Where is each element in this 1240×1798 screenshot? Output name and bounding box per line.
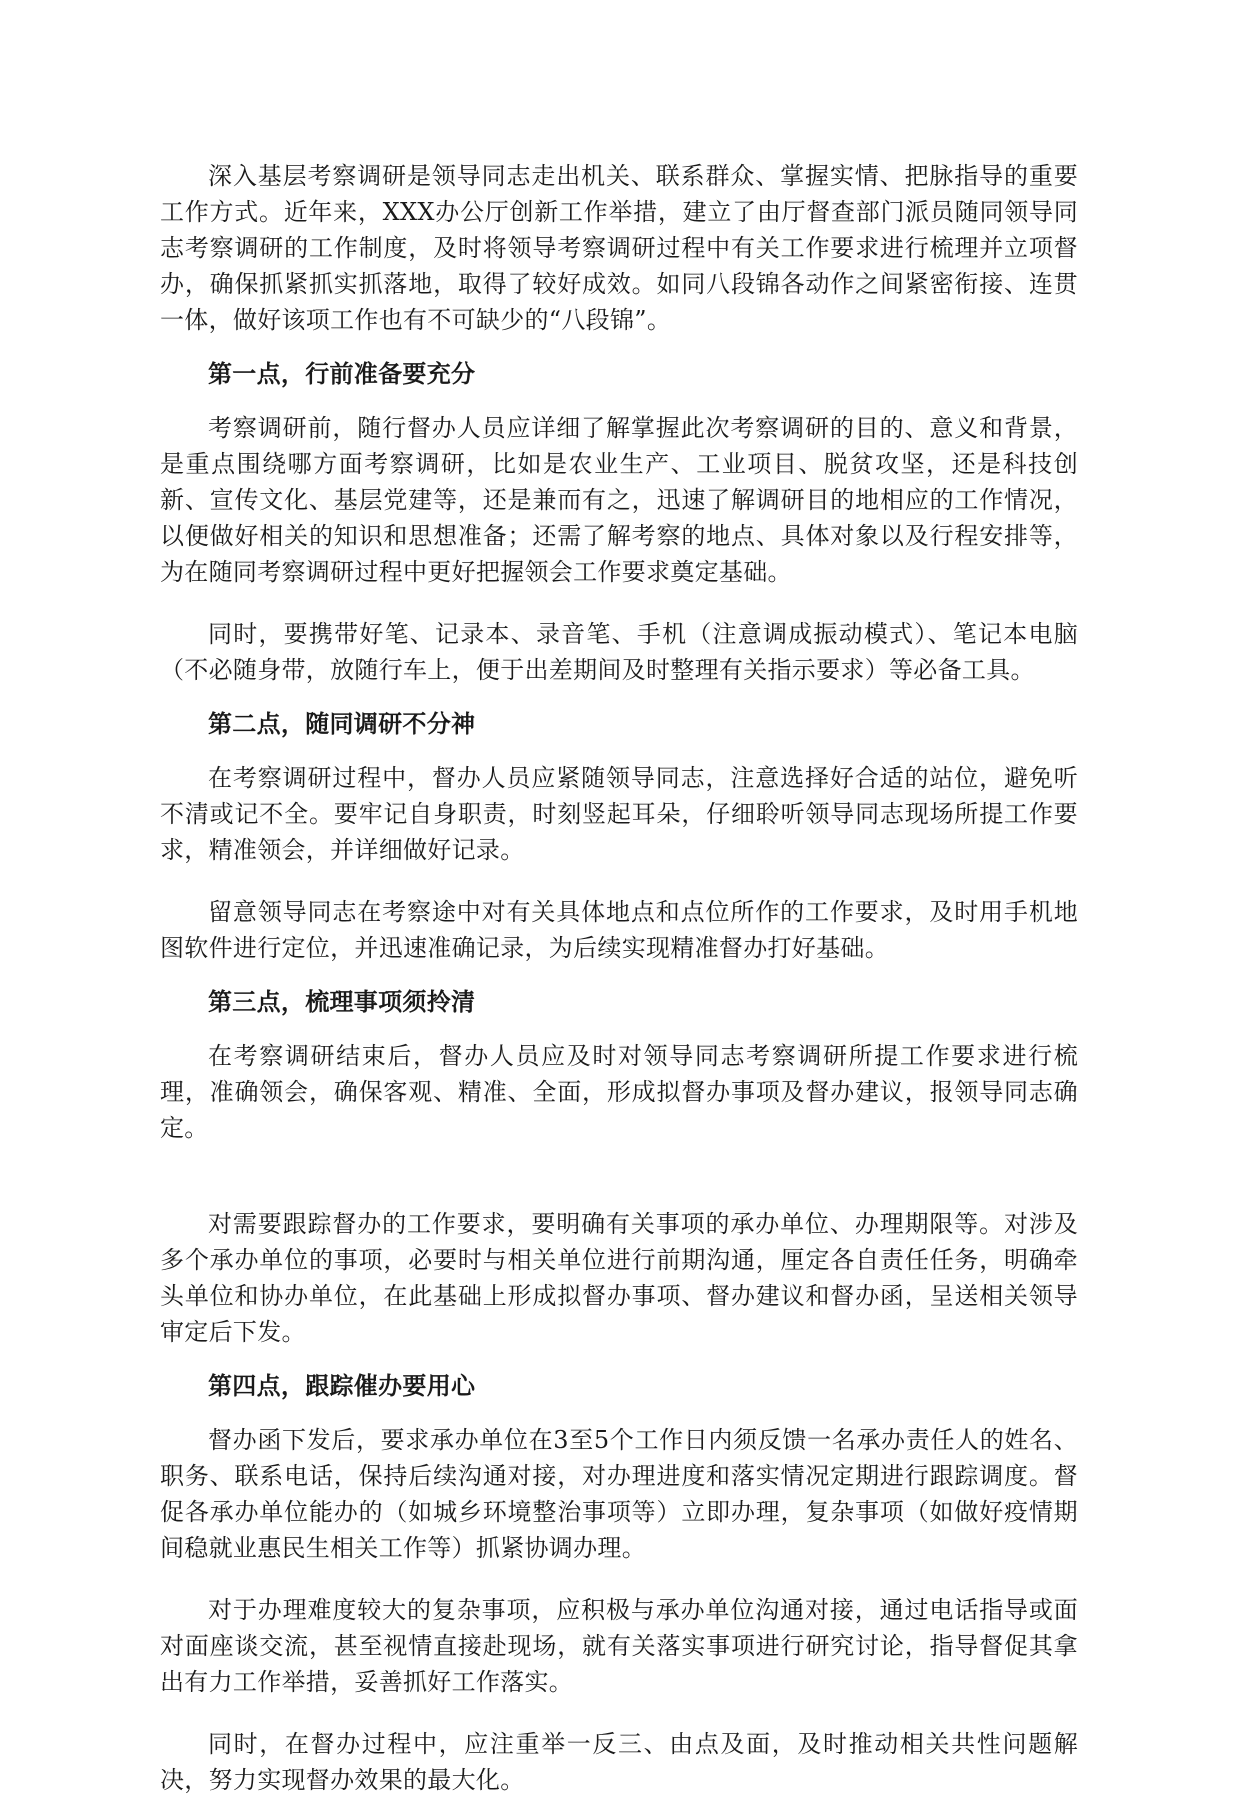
section-4-paragraph-1: 督办函下发后，要求承办单位在3至5个工作日内须反馈一名承办责任人的姓名、职务、联系电话，保持后续沟通对接，对办理进度和落实情况定期进行跟踪调度。督促各承办单位能办的（如城乡环境整治事项等）立即办理，复杂事项（如做好疫情期间稳就业惠民生相关工作等）抓紧协调办理。 xyxy=(160,1426,1078,1562)
section-2-heading: 第二点，随同调研不分神 xyxy=(208,709,476,738)
section-2-paragraph-1: 在考察调研过程中，督办人员应紧随领导同志，注意选择好合适的站位，避免听不清或记不全。要牢记自身职责，时刻竖起耳朵，仔细聆听领导同志现场所提工作要求，精准领会，并详细做好记录。 xyxy=(160,764,1078,864)
section-4-heading: 第四点，跟踪催办要用心 xyxy=(208,1371,476,1400)
document-page xyxy=(160,158,1078,1798)
section-4-paragraph-2: 对于办理难度较大的复杂事项，应积极与承办单位沟通对接，通过电话指导或面对面座谈交流，甚至视情直接赴现场，就有关落实事项进行研究讨论，指导督促其拿出有力工作举措，妥善抓好工作落实。 xyxy=(160,1596,1078,1696)
section-1-heading: 第一点，行前准备要充分 xyxy=(208,359,476,388)
section-3-heading: 第三点，梳理事项须拎清 xyxy=(208,987,476,1016)
section-1-paragraph-2: 同时，要携带好笔、记录本、录音笔、手机（注意调成振动模式）、笔记本电脑（不必随身带，放随行车上，便于出差期间及时整理有关指示要求）等必备工具。 xyxy=(160,620,1078,684)
section-3-paragraph-1: 在考察调研结束后，督办人员应及时对领导同志考察调研所提工作要求进行梳理，准确领会，确保客观、精准、全面，形成拟督办事项及督办建议，报领导同志确定。 xyxy=(160,1042,1078,1142)
section-4-paragraph-3: 同时，在督办过程中，应注重举一反三、由点及面，及时推动相关共性问题解决，努力实现督办效果的最大化。 xyxy=(160,1730,1078,1794)
intro-paragraph: 深入基层考察调研是领导同志走出机关、联系群众、掌握实情、把脉指导的重要工作方式。近年来，XXX办公厅创新工作举措，建立了由厅督查部门派员随同领导同志考察调研的工作制度，及时将领导考察调研过程中有关工作要求进行梳理并立项督办，确保抓紧抓实抓落地，取得了较好成效。如同八段锦各动作之间紧密衔接、连贯一体，做好该项工作也有不可缺少的“八段锦”。 xyxy=(160,162,1078,334)
section-3-paragraph-2: 对需要跟踪督办的工作要求，要明确有关事项的承办单位、办理期限等。对涉及多个承办单位的事项，必要时与相关单位进行前期沟通，厘定各自责任任务，明确牵头单位和协办单位，在此基础上形成拟督办事项、督办建议和督办函，呈送相关领导审定后下发。 xyxy=(160,1210,1078,1346)
section-1-paragraph-1: 考察调研前，随行督办人员应详细了解掌握此次考察调研的目的、意义和背景，是重点围绕哪方面考察调研，比如是农业生产、工业项目、脱贫攻坚，还是科技创新、宣传文化、基层党建等，还是兼而有之，迅速了解调研目的地相应的工作情况，以便做好相关的知识和思想准备；还需了解考察的地点、具体对象以及行程安排等，为在随同考察调研过程中更好把握领会工作要求奠定基础。 xyxy=(160,414,1078,586)
section-2-paragraph-2: 留意领导同志在考察途中对有关具体地点和点位所作的工作要求，及时用手机地图软件进行定位，并迅速准确记录，为后续实现精准督办打好基础。 xyxy=(160,898,1078,962)
